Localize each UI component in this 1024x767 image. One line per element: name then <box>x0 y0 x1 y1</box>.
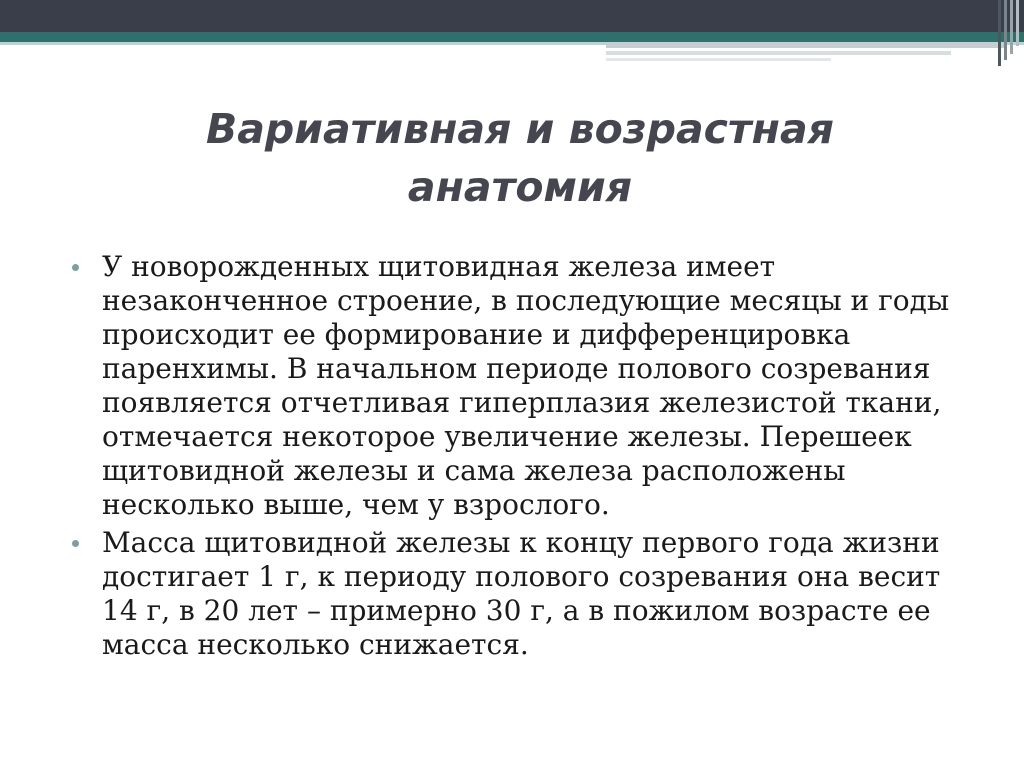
decor-vertical-bar <box>1004 0 1007 60</box>
decor-line <box>606 58 831 61</box>
bullet-text: У новорожденных щитовидная железа имеет незаконченное строение, в последующие месяцы и годы происходит ее формирование и дифференцировка паренхимы. В начальном периоде полового созревания появляется отчетливая гиперплазия железистой ткани, отмечается некоторое увеличение железы. Перешеек щитовидной железы и сама железа расположены несколько выше, чем у взрослого. <box>102 250 950 521</box>
bullet-item <box>72 250 972 522</box>
bullet-dot-icon <box>72 264 79 271</box>
decor-vertical-bar <box>1016 0 1019 46</box>
decor-vertical-bar <box>998 0 1001 66</box>
bullet-dot-icon <box>72 540 79 547</box>
top-band-teal <box>0 32 1024 42</box>
top-band-dark <box>0 0 1024 32</box>
bullet-list <box>72 250 972 666</box>
bullet-item <box>72 526 972 662</box>
bullet-text: Масса щитовидной железы к концу первого года жизни достигает 1 г, к периоду полового созревания она весит 14 г, в 20 лет – примерно 30 г, а в пожилом возрасте ее масса несколько снижается. <box>102 526 941 661</box>
decor-line <box>606 42 1006 48</box>
decor-line <box>606 51 951 55</box>
decor-vertical-bar <box>1010 0 1013 54</box>
slide-title: Вариативная и возрастная анатомия <box>205 105 835 211</box>
